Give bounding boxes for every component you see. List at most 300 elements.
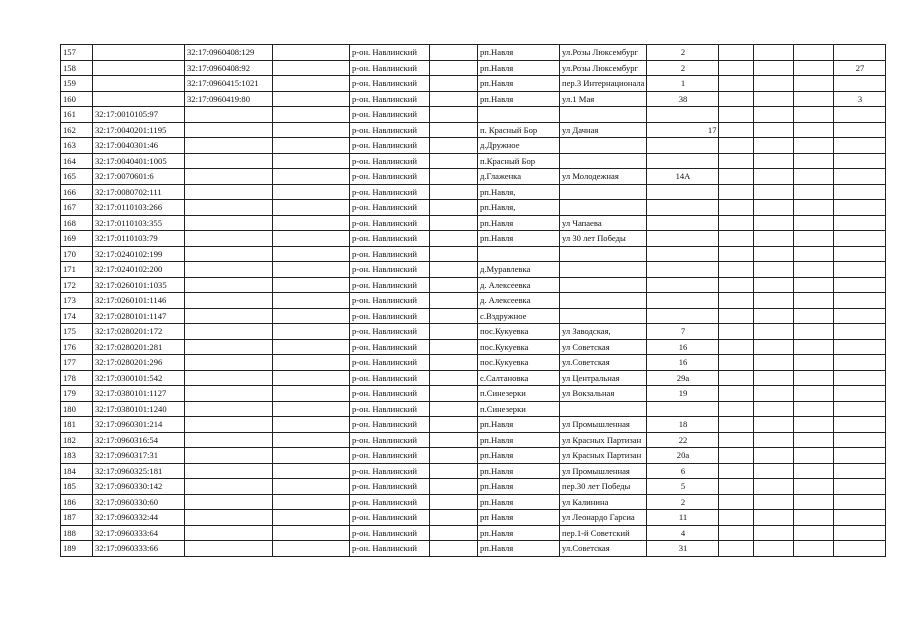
extra-value [834, 153, 886, 169]
street [560, 262, 647, 278]
settlement: п.Синезерки [478, 386, 560, 402]
settlement: пос.Кукуевка [478, 324, 560, 340]
district: р-он. Навлинский [350, 91, 430, 107]
district: р-он. Навлинский [350, 277, 430, 293]
street [560, 200, 647, 216]
blank-cell [273, 339, 350, 355]
blank-cell [273, 184, 350, 200]
street: ул.Советская [560, 541, 647, 557]
cadastral-number-alt [185, 262, 273, 278]
extra-value [834, 246, 886, 262]
cadastral-number-alt [185, 169, 273, 185]
table-row [61, 76, 886, 92]
table-row [61, 184, 886, 200]
cadastral-number-alt [185, 355, 273, 371]
blank-cell [273, 386, 350, 402]
cadastral-number: 32:17:0040401:1005 [93, 153, 185, 169]
blank-cell [430, 91, 478, 107]
cadastral-number: 32:17:0960333:64 [93, 525, 185, 541]
row-number: 162 [61, 122, 93, 138]
blank-cell [794, 293, 834, 309]
row-number: 181 [61, 417, 93, 433]
blank-cell [430, 76, 478, 92]
row-number: 185 [61, 479, 93, 495]
district: р-он. Навлинский [350, 386, 430, 402]
blank-cell [273, 60, 350, 76]
blank-cell [754, 184, 794, 200]
blank-cell [273, 200, 350, 216]
blank-cell [719, 463, 754, 479]
cadastral-number-alt [185, 541, 273, 557]
row-number: 159 [61, 76, 93, 92]
cadastral-number-alt [185, 494, 273, 510]
settlement: рп.Навля [478, 525, 560, 541]
street: ул Заводская, [560, 324, 647, 340]
blank-cell [794, 45, 834, 61]
street [560, 401, 647, 417]
cadastral-number-alt: 32:17:0960408:92 [185, 60, 273, 76]
house-number [647, 401, 719, 417]
blank-cell [273, 401, 350, 417]
cadastral-number: 32:17:0960333:66 [93, 541, 185, 557]
blank-cell [794, 417, 834, 433]
extra-value [834, 401, 886, 417]
blank-cell [273, 45, 350, 61]
settlement: п.Синезерки [478, 401, 560, 417]
cadastral-number-alt [185, 417, 273, 433]
row-number: 169 [61, 231, 93, 247]
blank-cell [273, 541, 350, 557]
cadastral-number-alt [185, 200, 273, 216]
house-number: 16 [647, 355, 719, 371]
blank-cell [794, 76, 834, 92]
settlement: рп.Навля, [478, 184, 560, 200]
settlement: д.Дружное [478, 138, 560, 154]
blank-cell [719, 432, 754, 448]
table-row [61, 262, 886, 278]
row-number: 176 [61, 339, 93, 355]
house-number [647, 184, 719, 200]
blank-cell [430, 122, 478, 138]
blank-cell [719, 76, 754, 92]
settlement: д. Алексеевка [478, 293, 560, 309]
blank-cell [754, 138, 794, 154]
table-row [61, 525, 886, 541]
cadastral-number: 32:17:0110103:266 [93, 200, 185, 216]
table-row [61, 417, 886, 433]
row-number: 157 [61, 45, 93, 61]
blank-cell [273, 479, 350, 495]
street [560, 184, 647, 200]
blank-cell [273, 432, 350, 448]
district: р-он. Навлинский [350, 215, 430, 231]
blank-cell [794, 448, 834, 464]
blank-cell [273, 76, 350, 92]
extra-value [834, 541, 886, 557]
settlement: рп.Навля [478, 417, 560, 433]
cadastral-number: 32:17:0010105:97 [93, 107, 185, 123]
blank-cell [430, 510, 478, 526]
house-number: 2 [647, 494, 719, 510]
house-number [647, 231, 719, 247]
blank-cell [754, 494, 794, 510]
blank-cell [794, 479, 834, 495]
blank-cell [719, 479, 754, 495]
row-number: 165 [61, 169, 93, 185]
settlement: п.Красный Бор [478, 153, 560, 169]
house-number: 14А [647, 169, 719, 185]
street: ул.1 Мая [560, 91, 647, 107]
blank-cell [754, 293, 794, 309]
cadastral-number: 32:17:0260101:1146 [93, 293, 185, 309]
street [560, 246, 647, 262]
blank-cell [719, 60, 754, 76]
cadastral-number: 32:17:0300101:542 [93, 370, 185, 386]
blank-cell [430, 339, 478, 355]
blank-cell [794, 510, 834, 526]
blank-cell [794, 184, 834, 200]
table-row [61, 432, 886, 448]
house-number: 20а [647, 448, 719, 464]
table-row [61, 339, 886, 355]
blank-cell [273, 417, 350, 433]
table-row [61, 355, 886, 371]
row-number: 184 [61, 463, 93, 479]
extra-value [834, 432, 886, 448]
blank-cell [794, 494, 834, 510]
blank-cell [430, 541, 478, 557]
blank-cell [794, 91, 834, 107]
street: ул Дачная [560, 122, 647, 138]
row-number: 171 [61, 262, 93, 278]
extra-value [834, 370, 886, 386]
blank-cell [430, 448, 478, 464]
blank-cell [794, 339, 834, 355]
cadastral-number: 32:17:0380101:1240 [93, 401, 185, 417]
street: пер.30 лет Победы [560, 479, 647, 495]
table-row [61, 169, 886, 185]
blank-cell [430, 169, 478, 185]
blank-cell [273, 293, 350, 309]
settlement: рп.Навля [478, 91, 560, 107]
cadastral-number: 32:17:0280101:1147 [93, 308, 185, 324]
row-number: 160 [61, 91, 93, 107]
blank-cell [754, 277, 794, 293]
street: ул Центральная [560, 370, 647, 386]
extra-value [834, 138, 886, 154]
blank-cell [754, 324, 794, 340]
cadastral-number-alt [185, 215, 273, 231]
cadastral-number: 32:17:0960330:60 [93, 494, 185, 510]
district: р-он. Навлинский [350, 541, 430, 557]
blank-cell [430, 370, 478, 386]
blank-cell [754, 386, 794, 402]
cadastral-number: 32:17:0040201:1195 [93, 122, 185, 138]
blank-cell [719, 339, 754, 355]
blank-cell [754, 262, 794, 278]
table-row [61, 510, 886, 526]
blank-cell [754, 432, 794, 448]
cadastral-number: 32:17:0260101:1035 [93, 277, 185, 293]
street: ул.Розы Люксембург [560, 45, 647, 61]
district: р-он. Навлинский [350, 510, 430, 526]
settlement: с.Салтановка [478, 370, 560, 386]
settlement: рп.Навля [478, 45, 560, 61]
blank-cell [430, 215, 478, 231]
blank-cell [273, 277, 350, 293]
street: ул Вокзальная [560, 386, 647, 402]
cadastral-number-alt [185, 432, 273, 448]
street [560, 153, 647, 169]
blank-cell [273, 107, 350, 123]
blank-cell [273, 448, 350, 464]
cadastral-number-alt [185, 153, 273, 169]
cadastral-number: 32:17:0960330:142 [93, 479, 185, 495]
district: р-он. Навлинский [350, 184, 430, 200]
row-number: 175 [61, 324, 93, 340]
row-number: 183 [61, 448, 93, 464]
house-number: 18 [647, 417, 719, 433]
blank-cell [719, 262, 754, 278]
extra-value [834, 417, 886, 433]
row-number: 187 [61, 510, 93, 526]
street: ул Калинина [560, 494, 647, 510]
house-number: 29а [647, 370, 719, 386]
district: р-он. Навлинский [350, 107, 430, 123]
blank-cell [719, 200, 754, 216]
settlement: рп Навля [478, 510, 560, 526]
extra-value [834, 355, 886, 371]
cadastral-number-alt [185, 122, 273, 138]
blank-cell [754, 45, 794, 61]
district: р-он. Навлинский [350, 246, 430, 262]
blank-cell [794, 107, 834, 123]
blank-cell [719, 386, 754, 402]
settlement: рп.Навля [478, 215, 560, 231]
blank-cell [719, 107, 754, 123]
blank-cell [754, 169, 794, 185]
house-number: 5 [647, 479, 719, 495]
settlement: с.Вздружное [478, 308, 560, 324]
extra-value [834, 293, 886, 309]
blank-cell [794, 541, 834, 557]
house-number: 22 [647, 432, 719, 448]
district: р-он. Навлинский [350, 60, 430, 76]
blank-cell [273, 122, 350, 138]
extra-value [834, 463, 886, 479]
blank-cell [430, 262, 478, 278]
house-number [647, 215, 719, 231]
district: р-он. Навлинский [350, 308, 430, 324]
district: р-он. Навлинский [350, 45, 430, 61]
blank-cell [430, 355, 478, 371]
blank-cell [430, 231, 478, 247]
cadastral-number: 32:17:0110103:79 [93, 231, 185, 247]
blank-cell [430, 153, 478, 169]
table-row [61, 277, 886, 293]
settlement: д. Алексеевка [478, 277, 560, 293]
cadastral-number [93, 60, 185, 76]
district: р-он. Навлинский [350, 355, 430, 371]
house-number: 7 [647, 324, 719, 340]
extra-value [834, 494, 886, 510]
house-number: 2 [647, 45, 719, 61]
blank-cell [273, 525, 350, 541]
extra-value [834, 231, 886, 247]
settlement: рп.Навля [478, 463, 560, 479]
blank-cell [273, 246, 350, 262]
blank-cell [719, 122, 754, 138]
cadastral-number [93, 45, 185, 61]
extra-value [834, 448, 886, 464]
blank-cell [273, 153, 350, 169]
table-row [61, 107, 886, 123]
district: р-он. Навлинский [350, 417, 430, 433]
street: ул Промышленная [560, 463, 647, 479]
table-row [61, 479, 886, 495]
cadastral-number-alt [185, 324, 273, 340]
settlement: рп.Навля [478, 479, 560, 495]
cadastral-number-alt [185, 479, 273, 495]
blank-cell [273, 138, 350, 154]
table-row [61, 231, 886, 247]
table-row [61, 153, 886, 169]
extra-value [834, 200, 886, 216]
cadastral-number: 32:17:0280201:172 [93, 324, 185, 340]
cadastral-number-alt [185, 231, 273, 247]
blank-cell [794, 463, 834, 479]
house-number: 2 [647, 60, 719, 76]
blank-cell [719, 541, 754, 557]
extra-value [834, 76, 886, 92]
table-row [61, 370, 886, 386]
settlement: пос.Кукуевка [478, 339, 560, 355]
blank-cell [430, 525, 478, 541]
cadastral-number-alt: 32:17:0960415:1021 [185, 76, 273, 92]
extra-value [834, 510, 886, 526]
house-number [647, 138, 719, 154]
extra-value [834, 262, 886, 278]
extra-value [834, 324, 886, 340]
cadastral-number-alt [185, 308, 273, 324]
table-row [61, 386, 886, 402]
house-number [647, 293, 719, 309]
blank-cell [794, 401, 834, 417]
table-row [61, 246, 886, 262]
blank-cell [430, 107, 478, 123]
cadastral-number: 32:17:0960301:214 [93, 417, 185, 433]
cadastral-number: 32:17:0280201:296 [93, 355, 185, 371]
blank-cell [719, 215, 754, 231]
blank-cell [719, 417, 754, 433]
house-number: 17 [647, 122, 719, 138]
blank-cell [273, 463, 350, 479]
district: р-он. Навлинский [350, 370, 430, 386]
district: р-он. Навлинский [350, 153, 430, 169]
table-row [61, 138, 886, 154]
cadastral-number-alt [185, 277, 273, 293]
extra-value: 27 [834, 60, 886, 76]
blank-cell [719, 494, 754, 510]
blank-cell [754, 339, 794, 355]
blank-cell [430, 293, 478, 309]
blank-cell [273, 510, 350, 526]
cadastral-number [93, 91, 185, 107]
table-row [61, 293, 886, 309]
table-row [61, 541, 886, 557]
settlement: д.Глаженка [478, 169, 560, 185]
blank-cell [719, 138, 754, 154]
blank-cell [273, 91, 350, 107]
blank-cell [430, 184, 478, 200]
blank-cell [719, 169, 754, 185]
blank-cell [794, 324, 834, 340]
street: ул Красных Партизан [560, 432, 647, 448]
blank-cell [273, 308, 350, 324]
blank-cell [719, 45, 754, 61]
blank-cell [794, 138, 834, 154]
street [560, 293, 647, 309]
blank-cell [430, 60, 478, 76]
blank-cell [794, 200, 834, 216]
row-number: 158 [61, 60, 93, 76]
house-number: 16 [647, 339, 719, 355]
blank-cell [754, 200, 794, 216]
blank-cell [430, 432, 478, 448]
blank-cell [719, 355, 754, 371]
blank-cell [430, 308, 478, 324]
blank-cell [754, 215, 794, 231]
blank-cell [430, 417, 478, 433]
row-number: 161 [61, 107, 93, 123]
blank-cell [273, 494, 350, 510]
settlement [478, 246, 560, 262]
blank-cell [430, 401, 478, 417]
street: ул 30 лет Победы [560, 231, 647, 247]
blank-cell [794, 370, 834, 386]
street: ул.Розы Люксембург [560, 60, 647, 76]
blank-cell [754, 510, 794, 526]
blank-cell [754, 541, 794, 557]
blank-cell [719, 293, 754, 309]
extra-value [834, 339, 886, 355]
settlement [478, 107, 560, 123]
blank-cell [754, 107, 794, 123]
row-number: 179 [61, 386, 93, 402]
extra-value [834, 184, 886, 200]
blank-cell [430, 246, 478, 262]
street [560, 138, 647, 154]
cadastral-number-alt [185, 463, 273, 479]
cadastral-number: 32:17:0380101:1127 [93, 386, 185, 402]
blank-cell [794, 231, 834, 247]
cadastral-number: 32:17:0960316:54 [93, 432, 185, 448]
table-row [61, 91, 886, 107]
blank-cell [754, 231, 794, 247]
cadastral-number-alt [185, 184, 273, 200]
extra-value: 3 [834, 91, 886, 107]
row-number: 186 [61, 494, 93, 510]
cadastral-number: 32:17:0280201:281 [93, 339, 185, 355]
table-row [61, 45, 886, 61]
settlement: д.Муравлевка [478, 262, 560, 278]
cadastral-number: 32:17:0040301:46 [93, 138, 185, 154]
district: р-он. Навлинский [350, 200, 430, 216]
district: р-он. Навлинский [350, 494, 430, 510]
extra-value [834, 169, 886, 185]
cadastral-number: 32:17:0080702:111 [93, 184, 185, 200]
blank-cell [794, 525, 834, 541]
